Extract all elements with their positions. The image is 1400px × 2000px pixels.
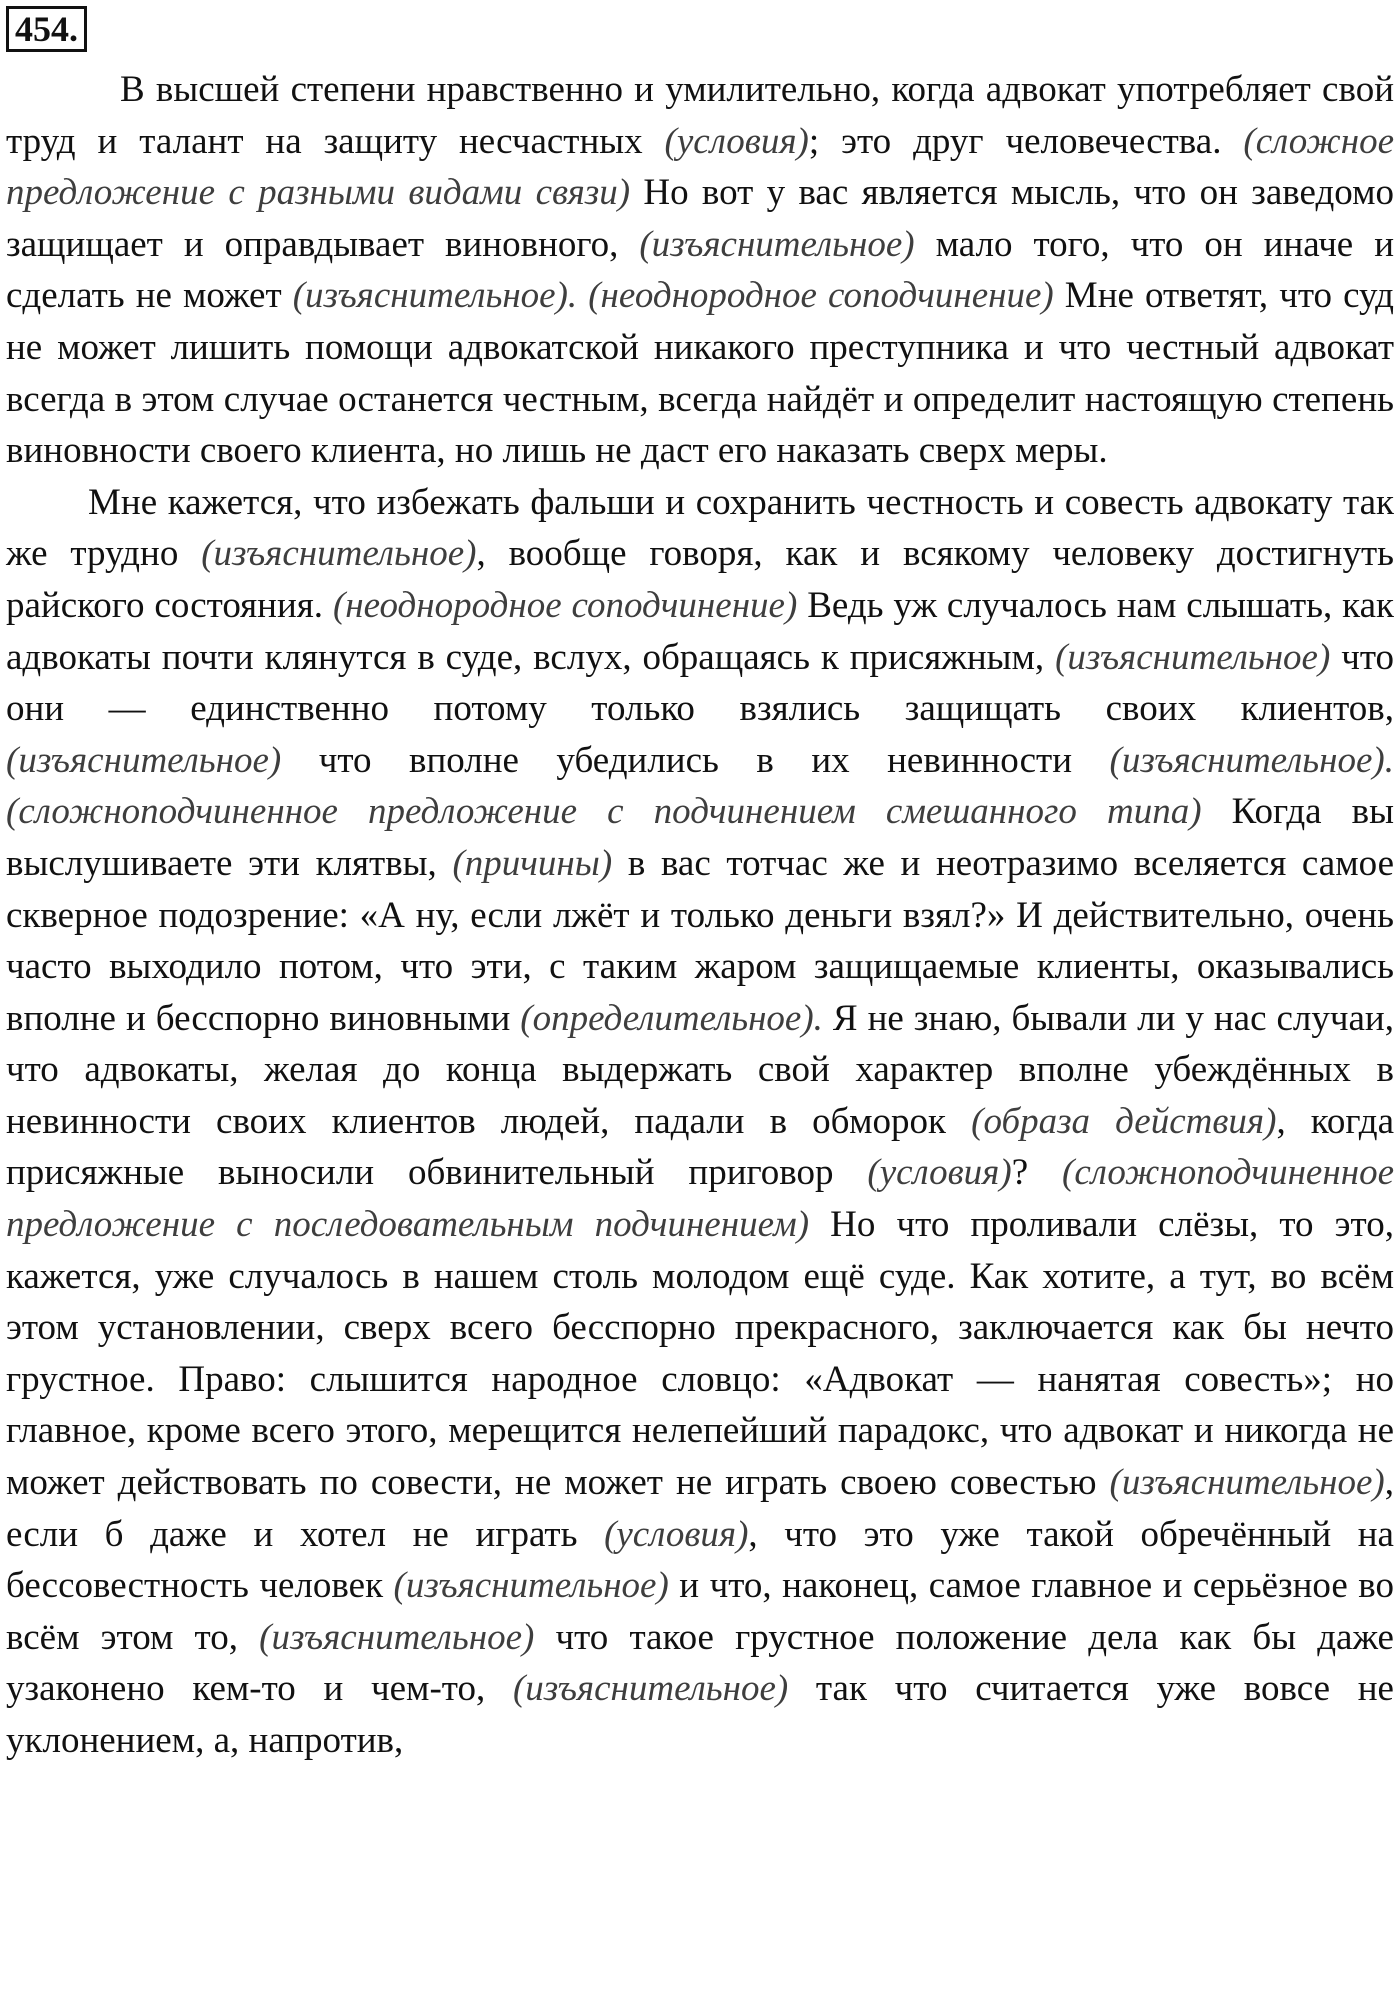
text-segment: так что считается уже вовсе не уклонением, а, напротив, xyxy=(6,1668,1394,1761)
clause-annotation: (изъяснительное) xyxy=(393,1565,669,1607)
text-segment: , вообще говоря, как и всякому человеку достигнуть райского состояния. xyxy=(6,533,1394,626)
clause-annotation: (причины) xyxy=(452,842,613,884)
clause-annotation: (изъяснительное). (неоднородное соподчинение) xyxy=(292,275,1054,317)
exercise-number: 454. xyxy=(6,6,87,52)
text-segment: Мне ответят, что суд не может лишить помощи адвокатской никакого преступника и что честный адвокат всегда в этом случае останется честным, всегда найдёт и определит настоящую степень виновности своего клиента, но лишь не даст его наказать сверх меры. xyxy=(6,275,1394,472)
text-segment: что такое грустное положение дела как бы даже узаконено кем-то и чем-то, xyxy=(6,1616,1394,1710)
text-segment: Когда вы выслушиваете эти клятвы, xyxy=(6,791,1395,884)
paragraph-2 xyxy=(6,477,1394,1767)
text-segment: Но вот у вас является мысль, что он заведомо защищает и оправдывает виновного, xyxy=(6,172,1394,265)
text-segment: и что, наконец, самое главное и серьёзное во всём этом то, xyxy=(6,1565,1394,1658)
clause-annotation: (сложноподчиненное предложение с последовательным подчинением) xyxy=(6,1152,1394,1246)
text-segment: что вполне убедились в их невинности xyxy=(281,739,1110,781)
text-segment: , если б даже и хотел не играть xyxy=(6,1462,1394,1555)
text-segment: В высшей степени нравственно и умилительно, когда адвокат употребляет свой труд и талант на защиту несчастных xyxy=(6,69,1394,162)
clause-annotation: (изъяснительное) xyxy=(1055,636,1331,678)
clause-annotation: (изъяснительное) xyxy=(6,739,282,781)
clause-annotation: (образа действия) xyxy=(971,1100,1277,1142)
clause-annotation: (изъяснительное). (сложноподчиненное предложение с подчинением смешанного типа) xyxy=(6,739,1394,833)
clause-annotation: (изъяснительное) xyxy=(201,533,477,575)
clause-annotation: (изъяснительное) xyxy=(512,1668,789,1710)
clause-annotation: (условия) xyxy=(604,1513,749,1555)
clause-annotation: (изъяснительное) xyxy=(1109,1462,1385,1504)
text-segment: Я не знаю, бывали ли у нас случаи, что адвокаты, желая до конца выдержать свой характер вполне убеждённых в невинности своих клиентов людей, падали в обморок xyxy=(6,997,1394,1142)
text-segment: мало того, что он иначе и сделать не может xyxy=(6,223,1395,317)
clause-annotation: (изъяснительное) xyxy=(259,1616,535,1658)
text-segment: ; это друг человечества. xyxy=(808,120,1244,162)
text-segment: , когда присяжные выносили обвинительный приговор xyxy=(6,1100,1394,1194)
clause-annotation: (условия) xyxy=(664,120,809,162)
clause-annotation: (условия) xyxy=(867,1152,1012,1194)
paragraph-1 xyxy=(6,64,1394,477)
clause-annotation: (неоднородное соподчинение) xyxy=(332,584,798,626)
text-segment: Ведь уж случалось нам слышать, как адвокаты почти клянутся в суде, вслух, обращаясь к присяжным, xyxy=(6,584,1394,678)
text-segment: Мне кажется, что избежать фальши и сохранить честность и совесть адвокату так же трудно xyxy=(6,481,1394,575)
text-segment: в вас тотчас же и неотразимо вселяется самое скверное подозрение: «А ну, если лжёт и только деньги взял?» И действительно, очень часто выходило потом, что эти, с таким жаром защищаемые клиенты, оказывались вполне и бесспорно виновными xyxy=(6,842,1395,1039)
exercise-text xyxy=(6,64,1394,1767)
text-segment: ? xyxy=(1011,1152,1063,1194)
clause-annotation: (определительное). xyxy=(520,997,823,1039)
text-segment: Но что проливали слёзы, то это, кажется, уже случалось в нашем столь молодом ещё суде. Как хотите, а тут, во всём этом установлении, сверх всего бесспорно прекрасного, заключается как бы нечто грустное. Право: слышится народное словцо: «Адвокат — нанятая совесть»; но главное, кроме всего этого, мерещится нелепейший парадокс, что адвокат и никогда не может действовать по совести, не может не играть своею совестью xyxy=(6,1204,1394,1504)
clause-annotation: (изъяснительное) xyxy=(639,223,915,265)
text-segment: , что это уже такой обречённый на бессовестность человек xyxy=(6,1513,1394,1607)
clause-annotation: (сложное предложение с разными видами связи) xyxy=(6,120,1394,214)
text-segment: что они — единственно потому только взялись защищать своих клиентов, xyxy=(6,636,1395,730)
